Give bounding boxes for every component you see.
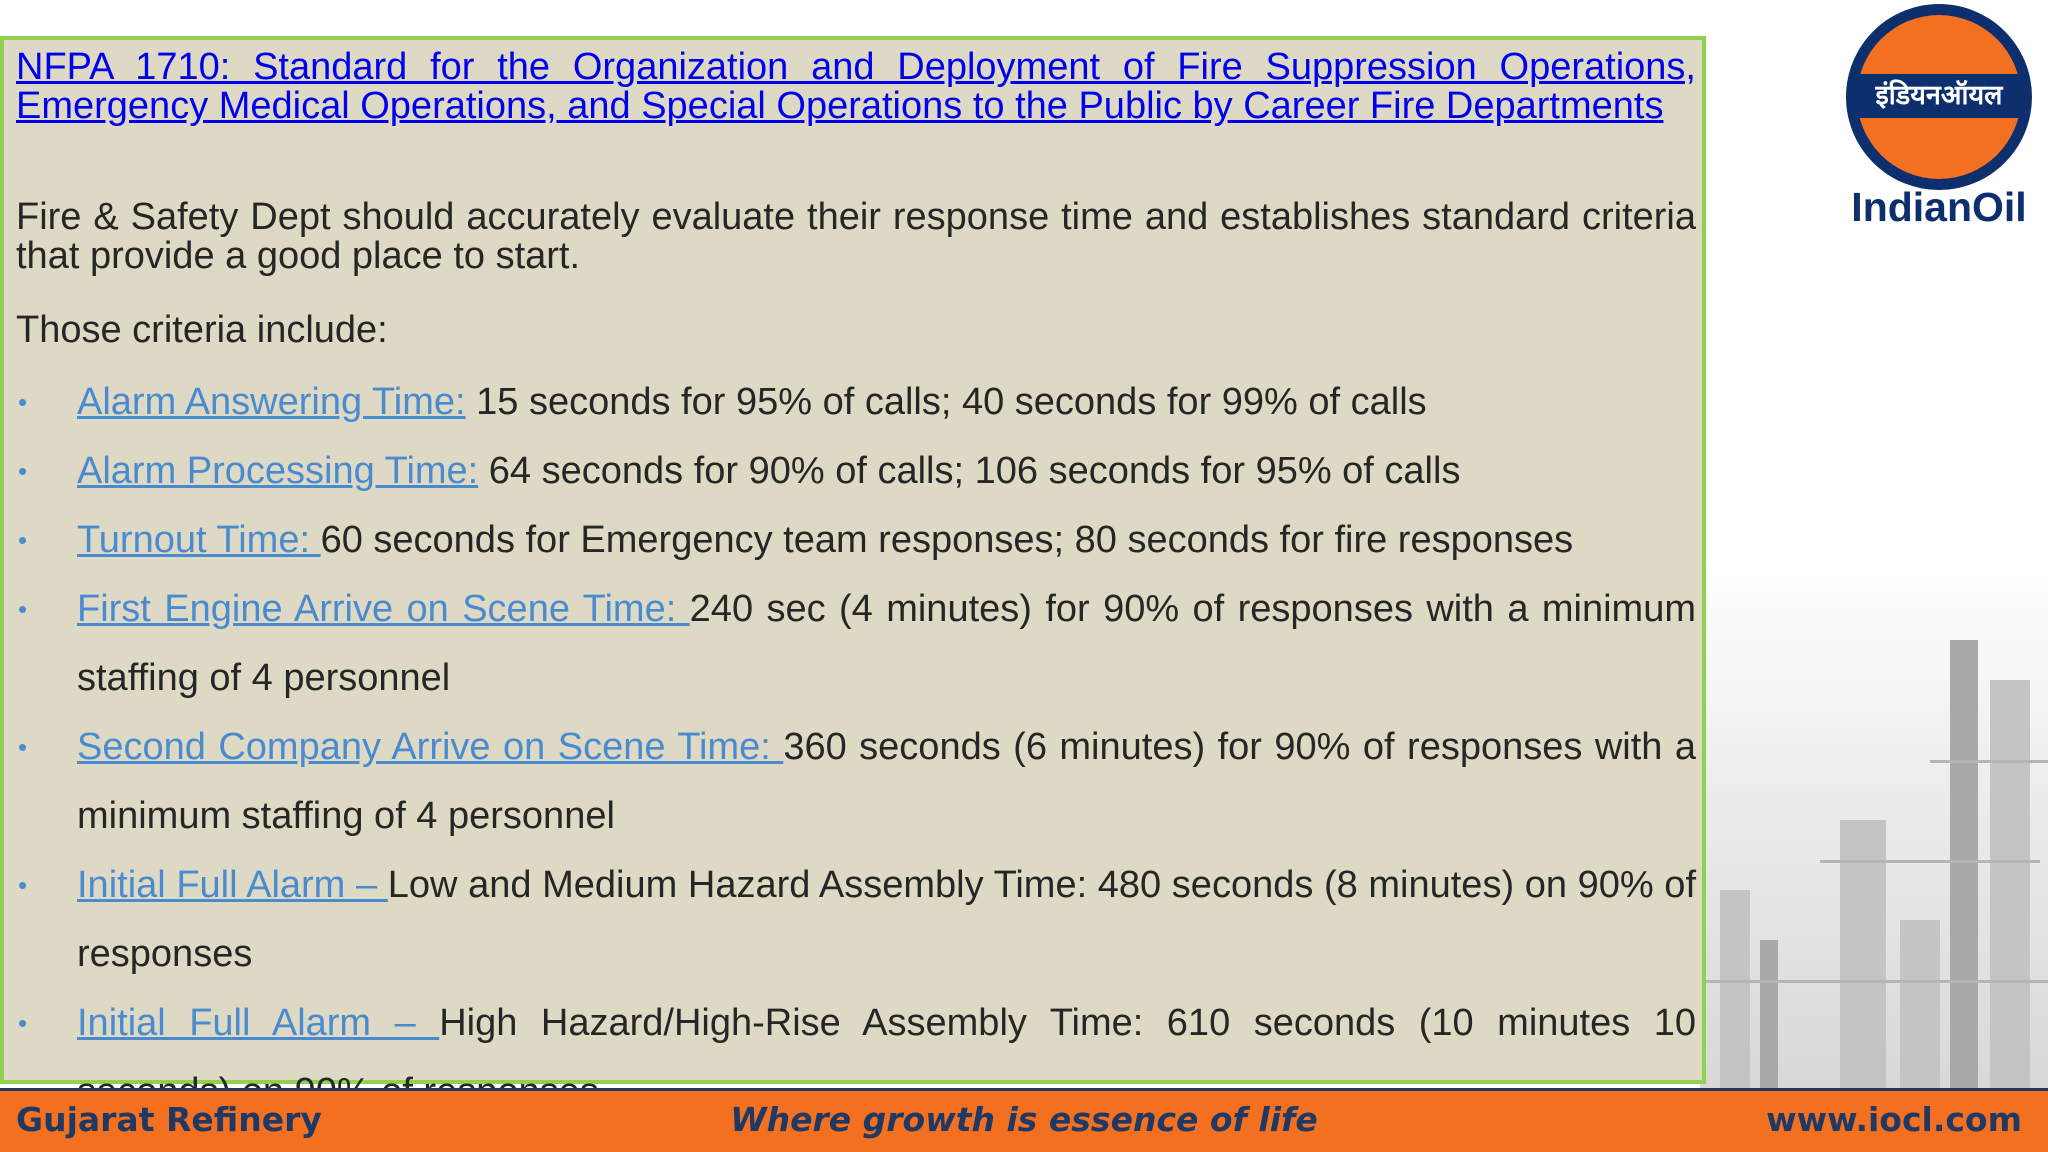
slide-title[interactable]: NFPA 1710: Standard for the Organization and Deployment of Fire Suppression Operations, Emergency Medical Operations, and Special Operations to the Public by Career Fire Departments bbox=[16, 46, 1696, 127]
footer-location: Gujarat Refinery bbox=[16, 1100, 322, 1139]
content-panel bbox=[0, 36, 1706, 1084]
criterion-term-link[interactable]: First Engine Arrive on Scene Time: bbox=[77, 588, 690, 630]
bullet-icon: • bbox=[18, 387, 28, 417]
criterion-text: Low and Medium Hazard Assembly Time: 480 seconds (8 minutes) on 90% of responses bbox=[77, 864, 1696, 975]
bullet-icon: • bbox=[18, 1008, 28, 1038]
bullet-icon: • bbox=[18, 525, 28, 555]
bullet-icon: • bbox=[18, 456, 28, 486]
criterion-text: 240 sec (4 minutes) for 90% of responses with a minimum staffing of 4 personnel bbox=[77, 588, 1696, 699]
criterion-term-link[interactable]: Alarm Processing Time: bbox=[77, 450, 479, 492]
bullet-icon: • bbox=[18, 732, 28, 762]
criterion-text: 15 seconds for 95% of calls; 40 seconds for 99% of calls bbox=[465, 381, 1427, 423]
list-item bbox=[4, 506, 1696, 575]
footer-website-link[interactable]: www.iocl.com bbox=[1766, 1100, 2022, 1139]
criterion-term-link[interactable]: Initial Full Alarm – bbox=[77, 864, 388, 906]
footer-bar bbox=[0, 1088, 2048, 1152]
logo-wordmark: IndianOil bbox=[1851, 184, 2027, 230]
criterion-term-link[interactable]: Second Company Arrive on Scene Time: bbox=[77, 726, 784, 768]
bullet-icon: • bbox=[18, 594, 28, 624]
criterion-text: 64 seconds for 90% of calls; 106 seconds for 95% of calls bbox=[478, 450, 1461, 492]
criterion-text: 60 seconds for Emergency team responses; 80 seconds for fire responses bbox=[320, 519, 1574, 561]
criterion-text: 360 seconds (6 minutes) for 90% of responses with a minimum staffing of 4 personnel bbox=[77, 726, 1696, 837]
list-item bbox=[4, 575, 1696, 713]
list-item bbox=[4, 851, 1696, 989]
list-item bbox=[4, 368, 1696, 437]
criteria-list bbox=[4, 368, 1696, 1127]
indianoil-logo-icon bbox=[1846, 4, 2032, 190]
criterion-text: High Hazard/High-Rise Assembly Time: 610 seconds (10 minutes 10 bbox=[439, 1002, 1696, 1044]
criterion-term-link[interactable]: Alarm Answering Time: bbox=[77, 381, 466, 423]
footer-tagline: Where growth is essence of life bbox=[730, 1100, 1318, 1139]
bullet-icon: • bbox=[18, 870, 28, 900]
list-item bbox=[4, 713, 1696, 851]
list-item bbox=[4, 437, 1696, 506]
criterion-term-link[interactable]: Turnout Time: bbox=[77, 519, 321, 561]
logo-hindi-text: इंडियनऑयल bbox=[1851, 74, 2027, 118]
refinery-background bbox=[1700, 560, 2048, 1088]
intro-paragraph: Fire & Safety Dept should accurately evaluate their response time and establishes standard criteria that provide a good place to start. bbox=[16, 196, 1696, 277]
criterion-term-link[interactable]: Initial Full Alarm – bbox=[77, 1002, 440, 1044]
criteria-lead: Those criteria include: bbox=[16, 309, 388, 351]
